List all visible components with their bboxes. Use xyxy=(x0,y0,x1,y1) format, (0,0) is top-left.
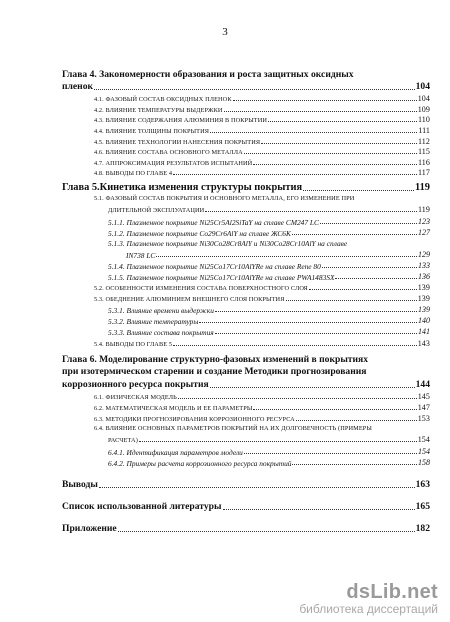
toc-entry-page: 154 xyxy=(418,447,430,456)
dot-leader xyxy=(210,387,415,388)
toc-entry-page: 123 xyxy=(418,217,430,226)
dot-leader xyxy=(173,174,417,175)
toc-entry-title: при изотермическом старении и создание Методики прогнозирования xyxy=(62,366,367,377)
toc-entry-s515 xyxy=(108,273,430,281)
dot-leader xyxy=(173,345,417,346)
dot-leader xyxy=(292,464,417,465)
toc-entry-s52 xyxy=(94,284,430,292)
dot-leader xyxy=(268,121,417,122)
toc-entry-ch6-l2 xyxy=(62,367,366,377)
toc-entry-page: 116 xyxy=(417,158,430,167)
toc-entry-refs xyxy=(62,502,430,512)
dot-leader xyxy=(199,322,417,323)
toc-entry-page: 129 xyxy=(418,250,430,259)
toc-entry-page: 144 xyxy=(415,379,430,390)
toc-entry-page: 115 xyxy=(417,147,430,156)
toc-entry-page: 158 xyxy=(418,458,430,467)
toc-entry-title: 5.3. ОБЕДНЕНИЕ АЛЮМИНИЕМ ВНЕШНЕГО СЛОЯ ПОКРЫТИЯ xyxy=(94,295,285,303)
toc-entry-page: 139 xyxy=(417,294,430,303)
toc-entry-page: 136 xyxy=(418,272,430,281)
toc-entry-s641 xyxy=(108,448,430,456)
toc-entry-title: 5.1. ФАЗОВЫЙ СОСТАВ ПОКРЫТИЯ И ОСНОВНОГО МЕТАЛЛА, ЕГО ИЗМЕНЕНИЕ ПРИ xyxy=(94,195,355,202)
dot-leader xyxy=(233,100,417,101)
toc-entry-s54 xyxy=(94,340,430,348)
toc-entry-s41 xyxy=(94,95,430,103)
toc-entry-s63 xyxy=(94,415,430,423)
toc-entry-title: Выводы xyxy=(62,479,98,490)
toc-entry-s64-l1 xyxy=(94,426,372,432)
toc-entry-ch5 xyxy=(62,183,430,193)
toc-entry-page: 104 xyxy=(417,94,430,103)
dot-leader xyxy=(139,441,417,442)
toc-entry-title: 6.2. МАТЕМАТИЧЕСКАЯ МОДЕЛЬ И ЕЕ ПАРАМЕТРЫ xyxy=(94,404,253,412)
toc-entry-page: 182 xyxy=(415,523,430,534)
toc-entry-s513-l1 xyxy=(108,240,347,247)
toc-entry-title: 5.3.2. Влияние температуры xyxy=(108,316,199,326)
toc-entry-page: 127 xyxy=(418,228,430,237)
toc-entry-appx xyxy=(62,524,430,534)
toc-entry-page: 109 xyxy=(417,105,430,114)
toc-entry-title: Глава 6. Моделирование структурно-фазовых изменений в покрытиях xyxy=(62,354,369,365)
toc-entry-page: 143 xyxy=(417,339,430,348)
toc-entry-s48 xyxy=(94,169,430,177)
toc-entry-page: 119 xyxy=(414,182,430,193)
toc-entry-s514 xyxy=(108,262,430,270)
toc-entry-title: Список использованной литературы xyxy=(62,501,222,512)
toc-entry-ch4-l2 xyxy=(62,82,430,92)
toc-entry-s62 xyxy=(94,404,430,412)
toc-entry-title: Глава 4. Закономерности образования и роста защитных оксидных xyxy=(62,69,354,80)
toc-entry-title: РАСЧЕТА) xyxy=(108,436,138,444)
page-number: 3 xyxy=(222,26,228,38)
dot-leader xyxy=(253,164,417,165)
toc-entry-title: 6.4. ВЛИЯНИЕ ОСНОВНЫХ ПАРАМЕТРОВ ПОКРЫТИЙ НА ИХ ДОЛГОВЕЧНОСТЬ (ПРИМЕРЫ xyxy=(94,425,372,432)
toc-entry-s64-l2 xyxy=(108,436,430,444)
dot-leader xyxy=(309,289,417,290)
dot-leader xyxy=(292,234,417,235)
toc-entry-page: 133 xyxy=(418,261,430,270)
toc-entry-title: пленок xyxy=(62,81,94,92)
toc-entry-page: 154 xyxy=(417,435,430,444)
toc-entry-s47 xyxy=(94,159,430,167)
dot-leader xyxy=(99,487,415,488)
dot-leader xyxy=(223,509,415,510)
toc-entry-s511 xyxy=(108,218,430,226)
toc-entry-s61 xyxy=(94,393,430,401)
toc-entry-title: Глава 5.Кинетика изменения структуры покрытия xyxy=(62,182,303,193)
toc-entry-page: 145 xyxy=(417,392,430,401)
toc-entry-page: 140 xyxy=(418,316,430,325)
dot-leader xyxy=(178,398,417,399)
toc-entry-title: 5.1.4. Плазменное покрытие Ni25Co17Cr10AlYRe на сплаве Rene 80 xyxy=(108,261,321,271)
dot-leader xyxy=(253,409,416,410)
toc-entry-page: 112 xyxy=(417,137,430,146)
toc-entry-page: 117 xyxy=(417,168,430,177)
toc-entry-s512 xyxy=(108,229,430,237)
dot-leader xyxy=(156,256,417,257)
toc-entry-s532 xyxy=(108,317,430,325)
toc-entry-title: 6.3. МЕТОДИКИ ПРОГНОЗИРОВАНИЯ КОРРОЗИОННОГО РЕСУРСА xyxy=(94,415,295,423)
toc-entry-s51-l1 xyxy=(94,196,354,202)
toc-entry-page: 165 xyxy=(415,501,430,512)
dot-leader xyxy=(244,153,417,154)
toc-entry-title: 4.8. ВЫВОДЫ ПО ГЛАВЕ 4 xyxy=(94,169,173,177)
toc-entry-title: IN738 LC xyxy=(126,250,156,260)
toc-entry-title: 4.6. ВЛИЯНИЕ СОСТАВА ОСНОВНОГО МЕТАЛЛА xyxy=(94,148,243,156)
dot-leader xyxy=(224,111,417,112)
toc-entry-title: 5.1.5. Плазменное покрытие Ni25Co17Cr10AlYRe на сплаве PWA1483SX xyxy=(108,272,335,282)
toc-entry-title: 5.3.3. Влияние состава покрытия xyxy=(108,327,214,337)
dot-leader xyxy=(205,211,417,212)
toc-entry-title: 5.1.1. Плазменное покрытие Ni25Cr5Al2SiTaY на сплаве CM247 LC xyxy=(108,217,319,227)
toc-entry-page: 119 xyxy=(417,205,430,214)
toc-entry-s44 xyxy=(94,127,430,135)
toc-entry-page: 139 xyxy=(417,283,430,292)
dot-leader xyxy=(322,267,417,268)
dot-leader xyxy=(303,190,414,191)
toc-entry-s45 xyxy=(94,138,430,146)
toc-entry-page: 141 xyxy=(418,327,430,336)
dot-leader xyxy=(210,132,417,133)
dot-leader xyxy=(215,311,417,312)
toc-entry-title: 6.4.1. Идентификация параметров модели xyxy=(108,447,243,457)
toc-entry-title: 4.4. ВЛИЯНИЕ ТОЛЩИНЫ ПОКРЫТИЯ xyxy=(94,127,210,135)
toc-entry-s46 xyxy=(94,148,430,156)
toc-entry-title: 5.3.1. Влияние времени выдержки xyxy=(108,305,214,315)
dot-leader xyxy=(286,300,417,301)
toc-entry-s51-l2 xyxy=(108,206,430,214)
toc-entry-page: 111 xyxy=(418,126,430,135)
toc-entry-ch6-l3 xyxy=(62,380,430,390)
dot-leader xyxy=(261,143,417,144)
dot-leader xyxy=(320,223,417,224)
toc-entry-title: 4.5. ВЛИЯНИЕ ТЕХНОЛОГИИ НАНЕСЕНИЯ ПОКРЫТИЯ xyxy=(94,138,261,146)
toc-entry-title: 4.3. ВЛИЯНИЕ СОДЕРЖАНИЯ АЛЮМИНИЯ В ПОКРЫТИИ xyxy=(94,116,268,124)
toc-entry-s43 xyxy=(94,116,430,124)
watermark xyxy=(299,581,438,616)
toc-entry-title: коррозионного ресурса покрытия xyxy=(62,379,209,390)
toc-entry-title: 5.1.3. Плазменное покрытие Ni30Co28Cr8AlY и Ni30Co28Cr10AlY на сплаве xyxy=(108,239,348,248)
toc-entry-page: 139 xyxy=(418,305,430,314)
toc-entry-page: 147 xyxy=(417,403,430,412)
toc-entry-title: ДЛИТЕЛЬНОЙ ЭКСПЛУАТАЦИИ xyxy=(108,206,205,214)
toc-entry-title: 4.1. ФАЗОВЫЙ СОСТАВ ОКСИДНЫХ ПЛЕНОК xyxy=(94,95,232,103)
dot-leader xyxy=(296,420,417,421)
toc-entry-title: 4.7. АППРОКСИМАЦИЯ РЕЗУЛЬТАТОВ ИСПЫТАНИЙ xyxy=(94,159,253,167)
toc-entry-s533 xyxy=(108,328,430,336)
toc-entry-s53 xyxy=(94,295,430,303)
dot-leader xyxy=(335,278,417,279)
toc-entry-ch4-l1 xyxy=(62,70,354,80)
toc-entry-page: 110 xyxy=(417,115,430,124)
dot-leader xyxy=(215,333,417,334)
dot-leader xyxy=(94,89,415,90)
toc-entry-page: 153 xyxy=(417,414,430,423)
toc-entry-s642 xyxy=(108,459,430,467)
toc-entry-s42 xyxy=(94,106,430,114)
toc-entry-s513-l2 xyxy=(126,251,430,259)
toc-entry-page: 104 xyxy=(415,81,430,92)
toc-entry-title: Приложение xyxy=(62,523,117,534)
toc-entry-title: 6.1. ФИЗИЧЕСКАЯ МОДЕЛЬ xyxy=(94,393,177,401)
toc-entry-page: 163 xyxy=(415,479,430,490)
toc-entry-title: 5.4. ВЫВОДЫ ПО ГЛАВЕ 5 xyxy=(94,340,173,348)
toc-entry-title: 6.4.2. Примеры расчета коррозионного ресурса покрытий xyxy=(108,458,292,468)
watermark-tagline: библиотека диссертаций xyxy=(299,602,438,616)
toc-entry-title: 5.2. ОСОБЕННОСТИ ИЗМЕНЕНИЯ СОСТАВА ПОВЕРХНОСТНОГО СЛОЯ xyxy=(94,284,308,292)
dot-leader xyxy=(118,531,415,532)
toc-entry-title: 5.1.2. Плазменное покрытие Co29Cr6AlY на сплаве ЖС6К xyxy=(108,228,291,238)
toc-entry-title: 4.2. ВЛИЯНИЕ ТЕМПЕРАТУРЫ ВЫДЕРЖКИ xyxy=(94,106,223,114)
toc-entry-concl xyxy=(62,480,430,490)
toc-entry-s531 xyxy=(108,306,430,314)
watermark-logo: dsLib.net xyxy=(346,581,438,603)
dot-leader xyxy=(244,453,417,454)
toc-entry-ch6-l1 xyxy=(62,355,368,365)
